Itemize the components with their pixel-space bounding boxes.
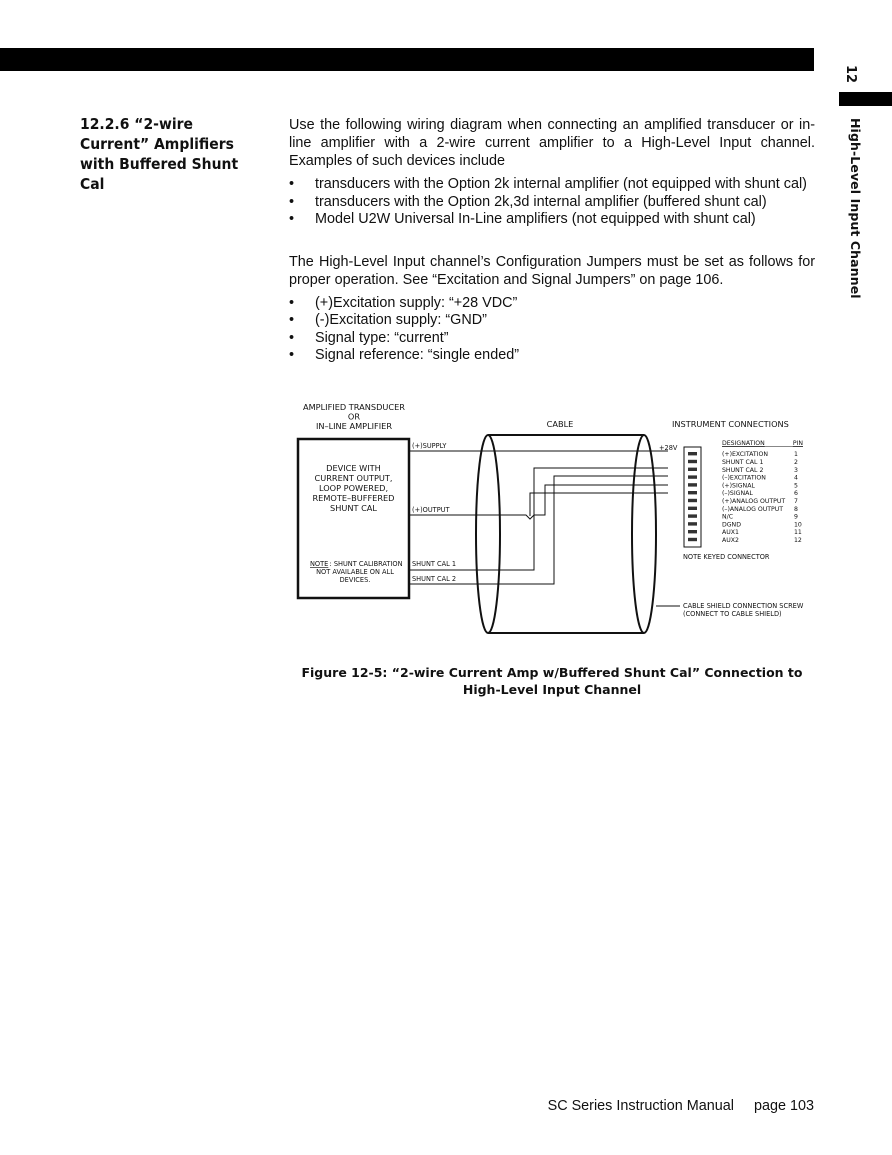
left-title-line-2: OR	[347, 411, 361, 422]
pin-number: 5	[794, 482, 798, 490]
list-item: • Model U2W Universal In-Line amplifiers (not equipped with shunt cal)	[289, 211, 815, 229]
connector-pin	[688, 522, 697, 525]
pin-designation: SHUNT CAL 1	[722, 459, 764, 466]
connector-pin	[688, 507, 697, 510]
pin-designation: (–)EXCITATION	[722, 474, 766, 482]
shield-note-line: (CONNECT TO CABLE SHIELD)	[683, 610, 782, 618]
cable-end-left	[476, 435, 500, 633]
connector-pin	[688, 491, 697, 494]
note-line: DEVICES.	[339, 576, 371, 584]
wire-ground-return	[530, 493, 668, 516]
cable-shield	[476, 435, 656, 633]
pin-number: 2	[794, 459, 798, 466]
chapter-tab-marker	[839, 92, 892, 106]
connector-pin	[688, 475, 697, 478]
footer-page-number: page 103	[753, 1098, 814, 1114]
connector-pin	[688, 468, 697, 471]
wire-label-shunt-cal-1: SHUNT CAL 1	[412, 560, 457, 568]
intro-paragraph: Use the following wiring diagram when connecting an amplified transducer or in-line amplifier with a 2-wire current amplifier to a High-Level Input channel. Examples of such devices include	[289, 117, 815, 169]
device-label-line: DEVICE WITH	[326, 463, 381, 473]
connector-block	[684, 447, 701, 547]
connector-pin	[688, 514, 697, 517]
section-heading: 12.2.6 “2-wire Current” Amplifiers with Buffered Shunt Cal	[80, 115, 239, 193]
chapter-number: 12	[843, 64, 858, 84]
pin-number: 6	[794, 490, 798, 498]
shield-note-line: CABLE SHIELD CONNECTION SCREW	[683, 602, 804, 610]
connector-pin	[688, 452, 697, 455]
pin-designation: (+)EXCITATION	[722, 451, 769, 459]
device-list	[289, 176, 815, 229]
instrument-title: INSTRUMENT CONNECTIONS	[672, 419, 789, 429]
page-footer	[548, 1098, 814, 1114]
jumper-settings-list	[289, 295, 815, 365]
connector-pin	[688, 499, 697, 502]
list-item: • Signal type: “current”	[289, 330, 815, 348]
supply-voltage-label: +28V	[659, 444, 678, 452]
left-title-line-3: IN–LINE AMPLIFIER	[315, 421, 393, 431]
pin-table	[722, 451, 802, 544]
left-title-line-1: AMPLIFIED TRANSDUCER	[303, 402, 405, 412]
connector-pin	[688, 483, 697, 486]
pin-number: 8	[794, 505, 798, 513]
device-label-line: LOOP POWERED,	[318, 483, 389, 493]
cable-end-right	[632, 435, 656, 633]
connector-pin	[688, 530, 697, 533]
pin-number: 1	[794, 451, 798, 459]
pin-number: 11	[794, 529, 802, 537]
note-line: : SHUNT CALIBRATION	[329, 560, 403, 568]
pin-designation: (+)ANALOG OUTPUT	[722, 498, 786, 505]
wire-label-output: (+)OUTPUT	[412, 506, 450, 514]
wire-shunt-cal-1	[409, 468, 668, 570]
connector-pin	[688, 538, 697, 541]
footer-manual-title: SC Series Instruction Manual	[547, 1098, 734, 1114]
pin-number: 12	[794, 537, 802, 544]
pin-number: 3	[794, 466, 798, 474]
pin-designation: N/C	[722, 513, 734, 521]
pin-designation: (–)SIGNAL	[722, 490, 753, 498]
pin-header-pin: PIN	[792, 440, 803, 447]
pin-designation: DGND	[722, 521, 741, 529]
list-item: • transducers with the Option 2k internal amplifier (not equipped with shunt cal)	[289, 176, 815, 194]
figure-caption: Figure 12-5: “2-wire Current Amp w/Buffered Shunt Cal” Connection to High-Level Input Channel	[301, 665, 803, 697]
pin-designation: AUX1	[722, 529, 739, 537]
main-content	[289, 116, 815, 365]
pin-designation: (+)SIGNAL	[722, 482, 755, 490]
device-label-line: REMOTE–BUFFERED	[312, 493, 395, 503]
connector-pin	[688, 460, 697, 463]
pin-designation: SHUNT CAL 2	[722, 466, 764, 474]
pin-number: 7	[794, 498, 798, 505]
pin-number: 9	[794, 513, 798, 521]
keyed-connector-note: NOTE KEYED CONNECTOR	[683, 553, 770, 561]
pin-header-designation: DESIGNATION	[722, 440, 765, 447]
chapter-title: High-Level Input Channel	[848, 118, 863, 299]
wire-label-supply: (+)SUPPLY	[412, 442, 447, 450]
header-bar	[0, 48, 814, 71]
wire-label-shunt-cal-2: SHUNT CAL 2	[412, 575, 457, 583]
pin-designation: AUX2	[722, 537, 739, 544]
pin-number: 10	[794, 521, 802, 529]
note-label: NOTE	[310, 560, 329, 568]
pin-number: 4	[794, 474, 798, 482]
pin-designation: (–)ANALOG OUTPUT	[722, 505, 784, 513]
jumper-paragraph: The High-Level Input channel’s Configuration Jumpers must be set as follows for proper operation. See “Excitation and Signal Jumpers” on page 106.	[289, 253, 815, 288]
device-label-line: SHUNT CAL	[330, 503, 377, 513]
list-item: • Signal reference: “single ended”	[289, 347, 815, 365]
list-item: • (-)Excitation supply: “GND”	[289, 312, 815, 330]
cable-label: CABLE	[546, 419, 574, 429]
wiring-diagram	[290, 398, 814, 648]
note-line: NOT AVAILABLE ON ALL	[316, 568, 394, 576]
device-label-line: CURRENT OUTPUT,	[314, 473, 393, 483]
list-item: • (+)Excitation supply: “+28 VDC”	[289, 295, 815, 313]
list-item: • transducers with the Option 2k,3d internal amplifier (buffered shunt cal)	[289, 194, 815, 212]
